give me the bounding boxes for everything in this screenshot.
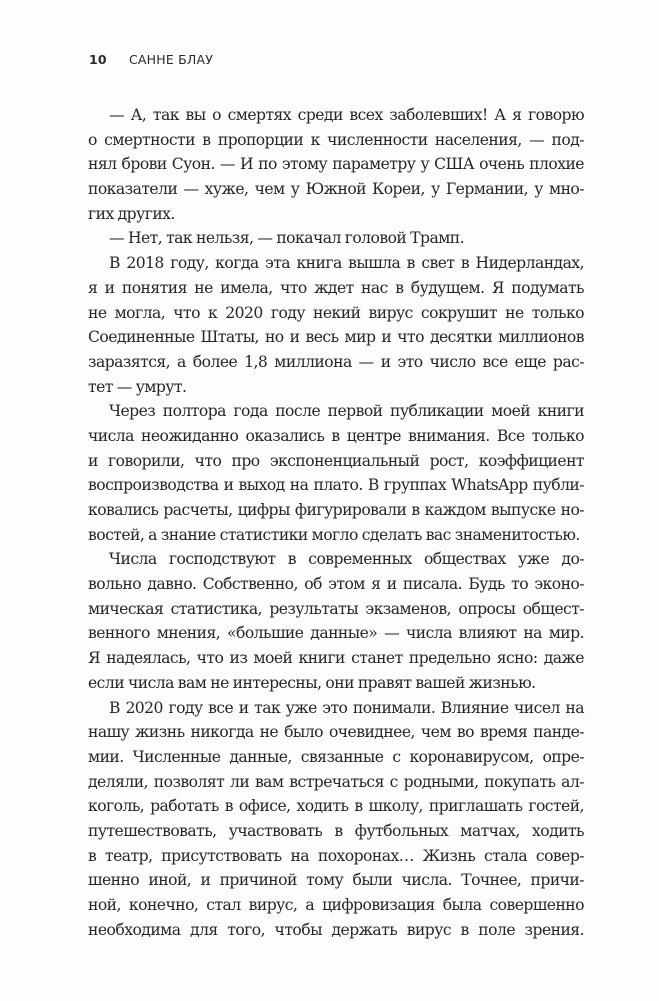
text-line: воспроизводства и выход на плато. В группах WhatsApp публи- (88, 476, 584, 495)
running-title: САННЕ БЛАУ (128, 52, 214, 67)
text-line: вольно давно. Собственно, об этом я и писала. Будь то эконо- (88, 575, 584, 594)
text-line: числа неожиданно оказались в центре внимания. Все только (88, 426, 584, 445)
text-line: гих других. (88, 204, 175, 223)
text-line: показатели — хуже, чем у Южной Кореи, у Германии, у мно- (88, 180, 584, 199)
text-line: если числа вам не интересны, они правят вашей жизнью. (88, 673, 536, 692)
text-line: путешествовать, участвовать в футбольных матчах, ходить (88, 821, 584, 840)
page-number: 10 (89, 52, 107, 67)
text-line: в театр, присутствовать на похоронах… Жизнь стала совер- (88, 846, 584, 865)
text-line: — Нет, так нельзя, — покачал головой Трамп. (109, 229, 465, 248)
text-line: нял брови Суон. — И по этому параметру у США очень плохие (88, 155, 584, 174)
text-line: ной, конечно, стал вирус, а цифровизация была совершенно (88, 896, 584, 914)
text-line: и говорили, что про экспоненциальный рост, коэффициент (88, 451, 584, 470)
text-line: востей, а знание статистики могло сделать вас знаменитостью. (88, 525, 580, 544)
text-line: тет — умрут. (88, 377, 187, 396)
text-line: деляли, позволят ли вам встречаться с родными, покупать ал- (88, 772, 584, 791)
text-line: Я надеялась, что из моей книги станет предельно ясно: даже (88, 649, 584, 668)
text-line: необходима для того, чтобы держать вирус в поле зрения. (88, 920, 584, 939)
text-line: не могла, что к 2020 году некий вирус сокрушит не только (88, 303, 584, 322)
text-line: Соединенные Штаты, но и весь мир и что десятки миллионов (88, 328, 584, 347)
body-text (88, 103, 584, 942)
text-line: о смертности в пропорции к численности населения, — под- (88, 130, 584, 149)
text-line: я и понятия не имела, что ждет нас в будущем. Я подумать (88, 278, 584, 297)
text-line: шенно иной, и причиной тому были числа. Точнее, причи- (88, 871, 584, 890)
text-line: венного мнения, «большие данные» — числа влияют на мир. (88, 624, 584, 643)
text-line: мии. Численные данные, связанные с коронавирусом, опре- (88, 747, 584, 766)
text-line: заразятся, а более 1,8 миллиона — и это число все еще рас- (88, 352, 584, 371)
text-line: коголь, работать в офисе, ходить в школу, приглашать гостей, (88, 797, 584, 816)
text-line: Числа господствуют в современных обществах уже до- (109, 550, 584, 569)
text-line: мическая статистика, результаты экзаменов, опросы общест- (88, 599, 584, 618)
running-header (89, 52, 213, 67)
text-line: нашу жизнь никогда не было очевиднее, чем во время панде- (88, 723, 584, 742)
text-line: ковались расчеты, цифры фигурировали в каждом выпуске но- (88, 501, 584, 519)
text-line: — А, так вы о смертях среди всех заболевших! А я говорю (109, 106, 584, 124)
text-line: Через полтора года после первой публикации моей книги (109, 402, 584, 421)
text-line: В 2018 году, когда эта книга вышла в свет в Нидерландах, (109, 254, 584, 273)
text-line: В 2020 году все и так уже это понимали. Влияние чисел на (109, 698, 584, 717)
